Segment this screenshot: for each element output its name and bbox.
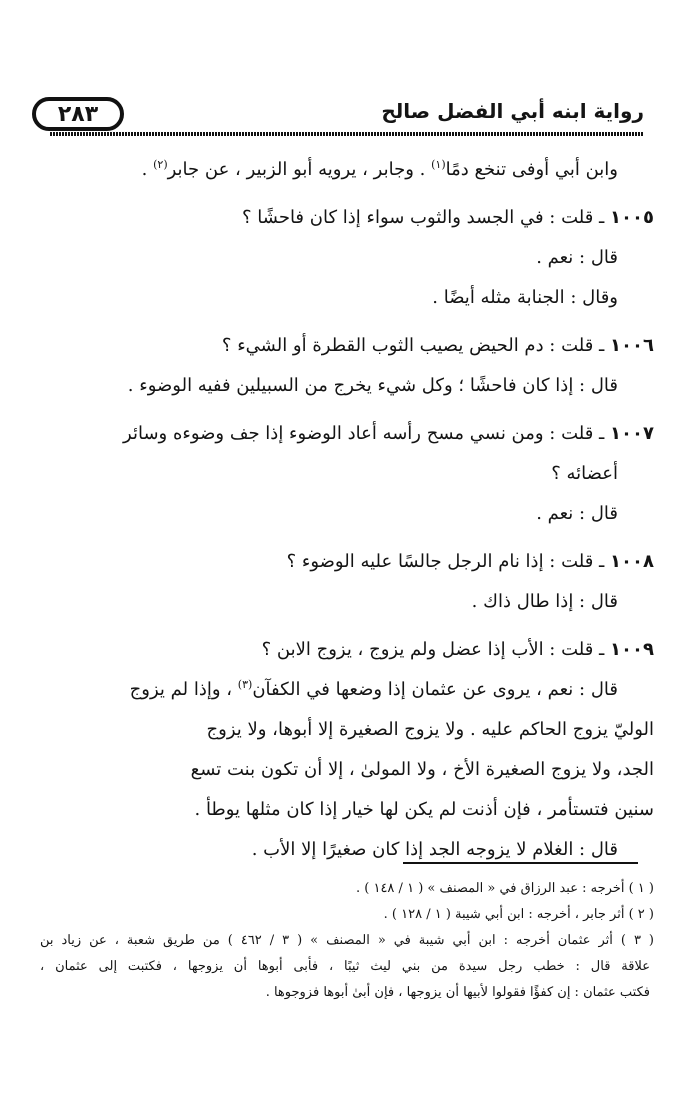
question-1005	[40, 198, 654, 238]
text-segment: وابن أبي أوفى تنخع دمًا	[445, 159, 618, 180]
spacer	[40, 534, 654, 542]
entry-number: ١٠٠٦	[610, 335, 654, 356]
question-1007	[40, 414, 654, 454]
spacer	[40, 318, 654, 326]
text-segment: . وجابر ، يرويه أبو الزبير ، عن جابر	[167, 159, 432, 180]
answer-line: قال : إذا طال ذاك .	[471, 591, 618, 612]
answer-line: قال : الغلام لا يزوجه الجد إذا كان صغيرًا إلا الأب .	[251, 839, 618, 860]
footnote-3-cont: علاقة قال : خطب رجل سيدة من بني ليث ثيبًا ، فأبى أبوها أن يزوجها ، فكتبت إلى عثمان ،	[40, 959, 650, 974]
page-number: ٢٨٣	[32, 97, 124, 131]
answer-line: وقال : الجنابة مثله أيضًا .	[432, 287, 618, 308]
answer-line: قال : نعم .	[536, 247, 618, 268]
footnote-3: ( ٣ ) أثر عثمان أخرجه : ابن أبي شيبة في « المصنف » ( ٣ / ٤٦٢ ) من طريق شعبة ، عن زياد بن	[40, 933, 654, 948]
footnote-ref[interactable]: (٣)	[237, 678, 253, 691]
text-segment: قال : نعم ، يروى عن عثمان إذا وضعها في الكفآن	[252, 679, 618, 700]
answer-line	[40, 670, 654, 710]
footnote-2: ( ٢ ) أثر جابر ، أخرجه : ابن أبي شيبة ( ١ / ١٢٨ ) .	[383, 907, 654, 922]
entry-number: ١٠٠٥	[610, 207, 654, 228]
question-1008	[40, 542, 654, 582]
page-header	[30, 97, 644, 137]
answer-line: قال : إذا كان فاحشًا ؛ وكل شيء يخرج من السبيلين ففيه الوضوء .	[127, 375, 618, 396]
question-1009	[40, 630, 654, 670]
question-text: ـ قلت : دم الحيض يصيب الثوب القطرة أو الشيء ؟	[221, 335, 611, 356]
footnote-1: ( ١ ) أخرجه : عبد الرزاق في « المصنف » ( ١ / ١٤٨ ) .	[356, 881, 654, 896]
answer-line: قال : نعم .	[536, 503, 618, 524]
question-text: ـ قلت : الأب إذا عضل ولم يزوج ، يزوج الابن ؟	[261, 639, 611, 660]
footnote-ref[interactable]: (٢)	[153, 158, 168, 171]
question-text: ـ قلت : ومن نسي مسح رأسه أعاد الوضوء إذا جف وضوءه وسائر	[123, 423, 611, 444]
question-continuation: أعضائه ؟	[551, 463, 618, 484]
answer-line: الوليّ يزوج الحاكم عليه . ولا يزوج الصغيرة إلا أبوها، ولا يزوج	[206, 719, 654, 740]
question-text: ـ قلت : في الجسد والثوب سواء إذا كان فاحشًا ؟	[242, 207, 611, 228]
footnote-rule	[403, 862, 638, 864]
text-line	[40, 150, 654, 190]
answer-line: الجد، ولا يزوج الصغيرة الأخ ، ولا المولىٰ ، إلا أن تكون بنت تسع	[190, 759, 654, 780]
spacer	[40, 622, 654, 630]
text-segment: ، وإذا لم يزوج	[129, 679, 238, 700]
header-rule	[50, 132, 644, 136]
running-title: رواية ابنه أبي الفضل صالح	[381, 99, 644, 123]
main-text	[40, 150, 654, 870]
footnote-ref[interactable]: (١)	[431, 158, 446, 171]
entry-number: ١٠٠٧	[610, 423, 654, 444]
footnote-3-cont: فكتب عثمان : إن كفؤًا فقولوا لأبيها أن يزوجها ، فإن أبىٰ أبوها فزوجوها .	[265, 985, 650, 1000]
spacer	[40, 406, 654, 414]
footnotes	[40, 876, 654, 1006]
spacer	[40, 190, 654, 198]
entry-number: ١٠٠٩	[610, 639, 654, 660]
text-segment: .	[141, 159, 154, 180]
entry-number: ١٠٠٨	[610, 551, 654, 572]
question-1006	[40, 326, 654, 366]
question-text: ـ قلت : إذا نام الرجل جالسًا عليه الوضوء ؟	[286, 551, 611, 572]
answer-line: سنين فتستأمر ، فإن أذنت لم يكن لها خيار إذا كان مثلها يوطأ .	[194, 799, 654, 820]
